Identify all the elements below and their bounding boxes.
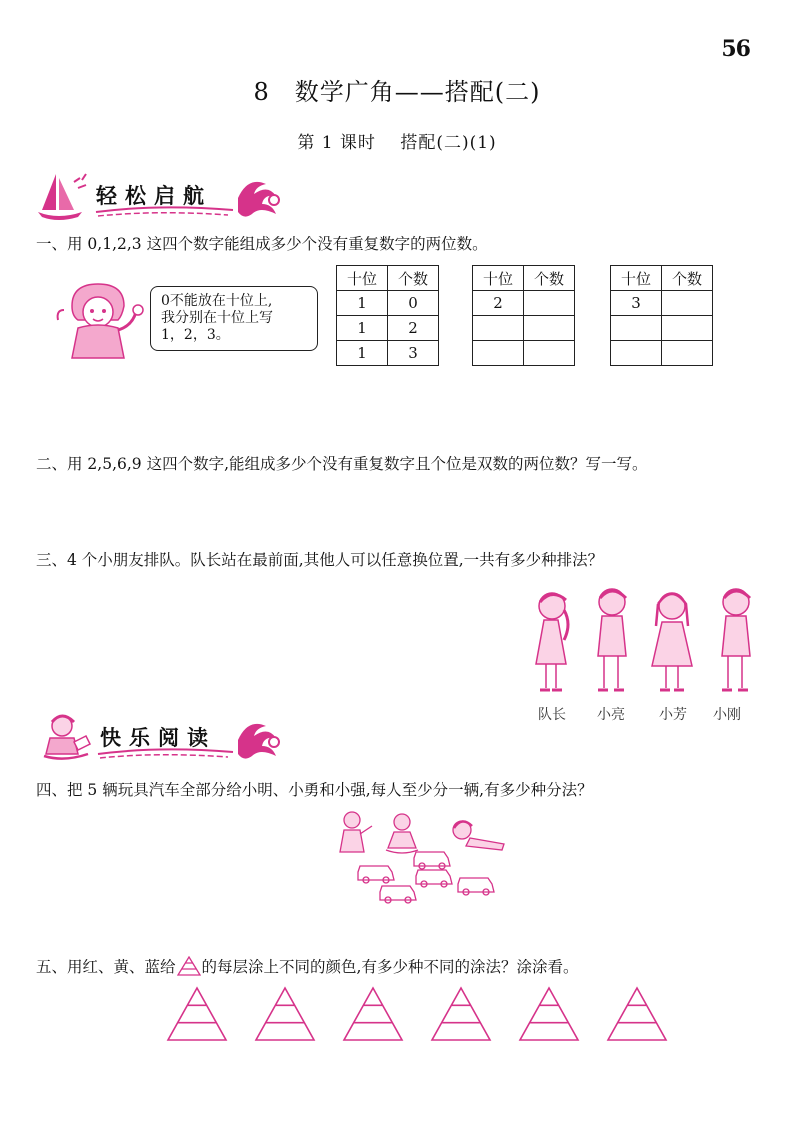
table-cell: 0 <box>388 291 439 316</box>
kids-and-toy-cars-illustration <box>330 806 510 906</box>
table-cell[interactable] <box>662 291 713 316</box>
section-banner-2 <box>38 712 298 764</box>
banner-1-text: 轻松启航 <box>96 184 212 208</box>
table-cell: 3 <box>388 341 439 366</box>
hint-line-3: 1，2，3。 <box>161 327 230 343</box>
table-cell[interactable] <box>524 316 575 341</box>
question-2-text: 二、用 2,5,6,9 这四个数字,能组成多少个没有重复数字且个位是双数的两位数？写一写。 <box>36 455 648 473</box>
table-cell: 1 <box>337 291 388 316</box>
table-cell[interactable] <box>611 316 662 341</box>
place-value-table-2 <box>472 265 575 366</box>
table-cell[interactable] <box>524 341 575 366</box>
layered-triangle-icon <box>177 956 201 976</box>
layered-triangle-icon[interactable] <box>166 986 228 1042</box>
table-cell: 1 <box>337 341 388 366</box>
question-4-text: 四、把 5 辆玩具汽车全部分给小明、小勇和小强,每人至少分一辆,有多少种分法？ <box>36 781 593 799</box>
hint-line-2: 我分别在十位上写 <box>161 310 273 326</box>
section-banner-1 <box>38 170 298 222</box>
header-ones: 个数 <box>524 266 575 291</box>
phoenix-ornament-icon <box>38 170 298 222</box>
question-5-text-before: 五、用红、黄、蓝给 <box>36 958 176 976</box>
child-name-label: 小芳 <box>659 707 687 723</box>
layered-triangle-icon[interactable] <box>430 986 492 1042</box>
table-cell: 3 <box>611 291 662 316</box>
page-number: 56 <box>721 36 750 62</box>
child-name-label: 队长 <box>538 707 566 723</box>
table-cell[interactable] <box>473 316 524 341</box>
question-5-text-after: 的每层涂上不同的颜色,有多少种不同的涂法？涂涂看。 <box>201 958 579 976</box>
triangle-coloring-row <box>166 986 668 1042</box>
page-title: 8 数学广角——搭配(二) <box>253 78 541 106</box>
layered-triangle-icon[interactable] <box>342 986 404 1042</box>
question-5-text <box>36 955 578 977</box>
layered-triangle-icon[interactable] <box>606 986 668 1042</box>
girl-with-bubble-illustration <box>54 280 154 362</box>
layered-triangle-icon[interactable] <box>518 986 580 1042</box>
header-tens: 十位 <box>611 266 662 291</box>
table-cell: 1 <box>337 316 388 341</box>
children-line-illustration <box>526 580 766 700</box>
phoenix-ornament-icon <box>38 712 298 764</box>
hint-speech-bubble <box>150 286 318 351</box>
header-tens: 十位 <box>337 266 388 291</box>
header-ones: 个数 <box>388 266 439 291</box>
header-ones: 个数 <box>662 266 713 291</box>
table-cell: 2 <box>388 316 439 341</box>
table-cell[interactable] <box>524 291 575 316</box>
layered-triangle-icon[interactable] <box>254 986 316 1042</box>
table-cell[interactable] <box>662 316 713 341</box>
lesson-subtitle: 第 1 课时 搭配(二)(1) <box>297 133 497 153</box>
table-cell[interactable] <box>662 341 713 366</box>
table-cell[interactable] <box>473 341 524 366</box>
table-cell: 2 <box>473 291 524 316</box>
question-1-text: 一、用 0,1,2,3 这四个数字能组成多少个没有重复数字的两位数。 <box>36 235 488 253</box>
hint-line-1: 0不能放在十位上, <box>161 293 273 309</box>
header-tens: 十位 <box>473 266 524 291</box>
table-cell[interactable] <box>611 341 662 366</box>
child-name-label: 小刚 <box>713 707 741 723</box>
place-value-table-3 <box>610 265 713 366</box>
question-3-text: 三、4 个小朋友排队。队长站在最前面,其他人可以任意换位置,一共有多少种排法？ <box>36 551 604 569</box>
place-value-table-1 <box>336 265 439 366</box>
banner-2-text: 快乐阅读 <box>100 726 216 750</box>
child-name-label: 小亮 <box>597 707 625 723</box>
